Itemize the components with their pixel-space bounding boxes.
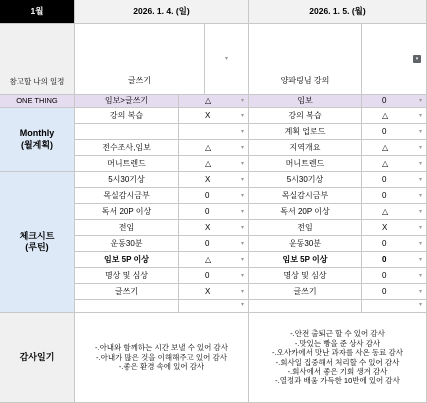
checklist-day2-status[interactable]: [362, 297, 427, 313]
chevron-down-icon: ▾: [240, 272, 244, 279]
day1-date-header[interactable]: 2026. 1. 4. (일): [75, 0, 249, 24]
chevron-down-icon: ▾: [240, 288, 244, 295]
status-value: △: [205, 96, 212, 105]
checklist-day1-task[interactable]: 운동30분: [75, 236, 179, 252]
checklist-day1-task[interactable]: 5시30기상: [75, 172, 179, 188]
chevron-down-icon: ▾: [418, 224, 422, 231]
day2-date-header[interactable]: 2026. 1. 5. (월): [249, 0, 427, 24]
checklist-day2-task[interactable]: 운동30분: [249, 236, 362, 252]
status-value: X: [205, 222, 211, 232]
chevron-down-icon: ▾: [418, 176, 422, 183]
monthly-day2-task[interactable]: 지역개요: [249, 140, 362, 156]
chevron-down-icon: ▾: [240, 301, 244, 308]
checklist-day2-task[interactable]: 글쓰기: [249, 284, 362, 300]
monthly-subtitle: (월계획): [20, 139, 54, 150]
chevron-down-icon: ▾: [418, 128, 422, 135]
status-value: 0: [205, 238, 210, 248]
checklist-day1-status[interactable]: [179, 252, 249, 268]
gratitude-line: -.맛있는 빵을 준 상사 감사: [294, 338, 381, 348]
monthly-title: Monthly: [19, 128, 55, 139]
gratitude-line: -.회사일 집중해서 처리할 수 있어 감사: [275, 357, 400, 367]
checklist-day1-status[interactable]: [179, 220, 249, 236]
checklist-day2-status[interactable]: [362, 172, 427, 188]
gratitude-line: -.오사카에서 맛난 과자를 사온 동료 감사: [272, 348, 403, 358]
checklist-day1-status[interactable]: [179, 204, 249, 220]
chevron-down-icon: ▾: [240, 192, 244, 199]
monthly-day2-status[interactable]: [362, 124, 427, 140]
status-value: 0: [382, 96, 387, 105]
one-thing-day1-task[interactable]: 임보>글쓰기: [75, 95, 179, 108]
checklist-day2-task[interactable]: 임보 5P 이상: [249, 252, 362, 268]
checklist-day1-task[interactable]: 임보 5P 이상: [75, 252, 179, 268]
monthly-day2-status[interactable]: [362, 156, 427, 172]
checklist-day1-task[interactable]: 명상 및 심상: [75, 268, 179, 284]
monthly-day1-status[interactable]: [179, 140, 249, 156]
checklist-day1-task[interactable]: 독서 20P 이상: [75, 204, 179, 220]
checklist-day2-status[interactable]: [362, 236, 427, 252]
one-thing-day2-task[interactable]: 임보: [249, 95, 362, 108]
day2-ref-event[interactable]: 양파링님 강의: [249, 24, 362, 95]
chevron-down-icon: ▾: [418, 256, 422, 263]
chevron-down-icon: ▾: [418, 240, 422, 247]
chevron-down-icon: ▾: [240, 128, 244, 135]
checklist-day2-task[interactable]: 목실감시금부: [249, 188, 362, 204]
checklist-day2-task[interactable]: 명상 및 심상: [249, 268, 362, 284]
monthly-day1-task[interactable]: 머니트렌드: [75, 156, 179, 172]
gratitude-line: -.아내와 함께하는 시간 보낼 수 있어 감사: [94, 343, 228, 353]
status-value: 0: [382, 286, 387, 296]
checklist-title: 체크시트: [19, 230, 55, 241]
status-value: △: [382, 158, 389, 168]
chevron-down-icon: ▾: [240, 144, 244, 151]
chevron-down-icon: ▾: [418, 288, 422, 295]
one-thing-day2-status[interactable]: [362, 95, 427, 108]
status-value: X: [205, 286, 211, 296]
chevron-down-icon: ▾: [240, 224, 244, 231]
monthly-day1-status[interactable]: [179, 124, 249, 140]
status-value: 0: [205, 190, 210, 200]
chevron-down-icon: ▾: [240, 160, 244, 167]
monthly-day1-status[interactable]: [179, 156, 249, 172]
checklist-day1-task[interactable]: [75, 297, 179, 313]
week-label: 1월: [0, 0, 75, 24]
monthly-day2-status[interactable]: [362, 140, 427, 156]
gratitude-day1[interactable]: [75, 313, 249, 403]
monthly-day2-status[interactable]: [362, 108, 427, 124]
status-value: 0: [205, 206, 210, 216]
chevron-down-icon: ▾: [240, 98, 244, 104]
monthly-day1-task[interactable]: 강의 복습: [75, 108, 179, 124]
chevron-down-icon: ▾: [224, 56, 228, 62]
day1-ref-event[interactable]: 글쓰기: [75, 24, 205, 95]
monthly-day2-task[interactable]: 계획 업로드: [249, 124, 362, 140]
gratitude-label: 감사일기: [0, 313, 75, 403]
chevron-down-icon: ▾: [418, 208, 422, 215]
checklist-day1-task[interactable]: 전임: [75, 220, 179, 236]
chevron-down-icon: ▾: [418, 144, 422, 151]
chevron-down-icon: ▾: [240, 176, 244, 183]
status-value: 0: [382, 254, 387, 264]
status-value: 0: [382, 174, 387, 184]
checklist-day1-task[interactable]: 글쓰기: [75, 284, 179, 300]
chevron-down-icon: ▾: [240, 112, 244, 119]
gratitude-line: -.아내가 많은 것을 이해해주고 있어 감사: [96, 352, 227, 362]
status-value: 0: [382, 190, 387, 200]
checklist-day2-status[interactable]: [362, 252, 427, 268]
gratitude-day2[interactable]: [249, 313, 427, 403]
status-value: X: [205, 174, 211, 184]
ref-schedule-label: 참고할 나의 일정: [0, 24, 75, 95]
monthly-day2-task[interactable]: 머니트렌드: [249, 156, 362, 172]
monthly-day1-task[interactable]: [75, 124, 179, 140]
status-value: 0: [205, 270, 210, 280]
checklist-day1-task[interactable]: 목실감시금부: [75, 188, 179, 204]
one-thing-label: ONE THING: [0, 95, 75, 108]
status-value: △: [382, 110, 389, 120]
chevron-down-icon: ▾: [240, 208, 244, 215]
checklist-day2-task[interactable]: 독서 20P 이상: [249, 204, 362, 220]
status-value: △: [205, 158, 212, 168]
checklist-day1-status[interactable]: [179, 188, 249, 204]
status-value: △: [382, 206, 389, 216]
status-value: △: [205, 142, 212, 152]
chevron-down-icon: ▾: [418, 301, 422, 308]
checklist-day2-task[interactable]: 5시30기상: [249, 172, 362, 188]
status-value: △: [382, 142, 389, 152]
checklist-subtitle: (루틴): [25, 242, 49, 252]
checklist-day1-status[interactable]: [179, 236, 249, 252]
monthly-section-label: [0, 108, 75, 172]
checklist-day2-task[interactable]: 전임: [249, 220, 362, 236]
chevron-down-icon: ▾: [418, 98, 422, 104]
gratitude-line: -.열정과 배움 가득한 10반에 있어 감사: [275, 376, 400, 386]
monthly-day2-task[interactable]: 강의 복습: [249, 108, 362, 124]
chevron-down-icon: ▾: [418, 112, 422, 119]
gratitude-line: -.회사에서 좋은 기회 생겨 감사: [287, 366, 388, 376]
chevron-down-icon: ▾: [418, 192, 422, 199]
checklist-day2-task[interactable]: [249, 297, 362, 313]
status-value: X: [382, 222, 388, 232]
checklist-day1-status[interactable]: [179, 268, 249, 284]
checklist-day2-status[interactable]: [362, 268, 427, 284]
status-value: X: [205, 110, 211, 120]
status-value: 0: [382, 270, 387, 280]
day1-ref-dropdown[interactable]: [205, 24, 249, 95]
status-value: 0: [382, 126, 387, 136]
chevron-down-icon: ▾: [240, 240, 244, 247]
chevron-down-icon: ▾: [418, 272, 422, 279]
filter-icon[interactable]: ▾: [413, 55, 421, 63]
checklist-day2-status[interactable]: [362, 204, 427, 220]
one-thing-day1-status[interactable]: [179, 95, 249, 108]
monthly-day1-task[interactable]: 전수조사,임보: [75, 140, 179, 156]
chevron-down-icon: ▾: [240, 256, 244, 263]
checklist-day1-status[interactable]: [179, 172, 249, 188]
chevron-down-icon: ▾: [418, 160, 422, 167]
checklist-day2-status[interactable]: [362, 220, 427, 236]
day2-ref-filter[interactable]: [362, 24, 427, 95]
status-value: △: [205, 254, 212, 264]
checklist-day2-status[interactable]: [362, 188, 427, 204]
monthly-day1-status[interactable]: [179, 108, 249, 124]
gratitude-line: -.좋은 환경 속에 있어 감사: [118, 362, 205, 372]
checklist-section-label: [0, 172, 75, 313]
status-value: 0: [382, 238, 387, 248]
gratitude-line: -.안전 출퇴근 할 수 있어 감사: [290, 329, 385, 339]
checklist-day1-status[interactable]: [179, 297, 249, 313]
